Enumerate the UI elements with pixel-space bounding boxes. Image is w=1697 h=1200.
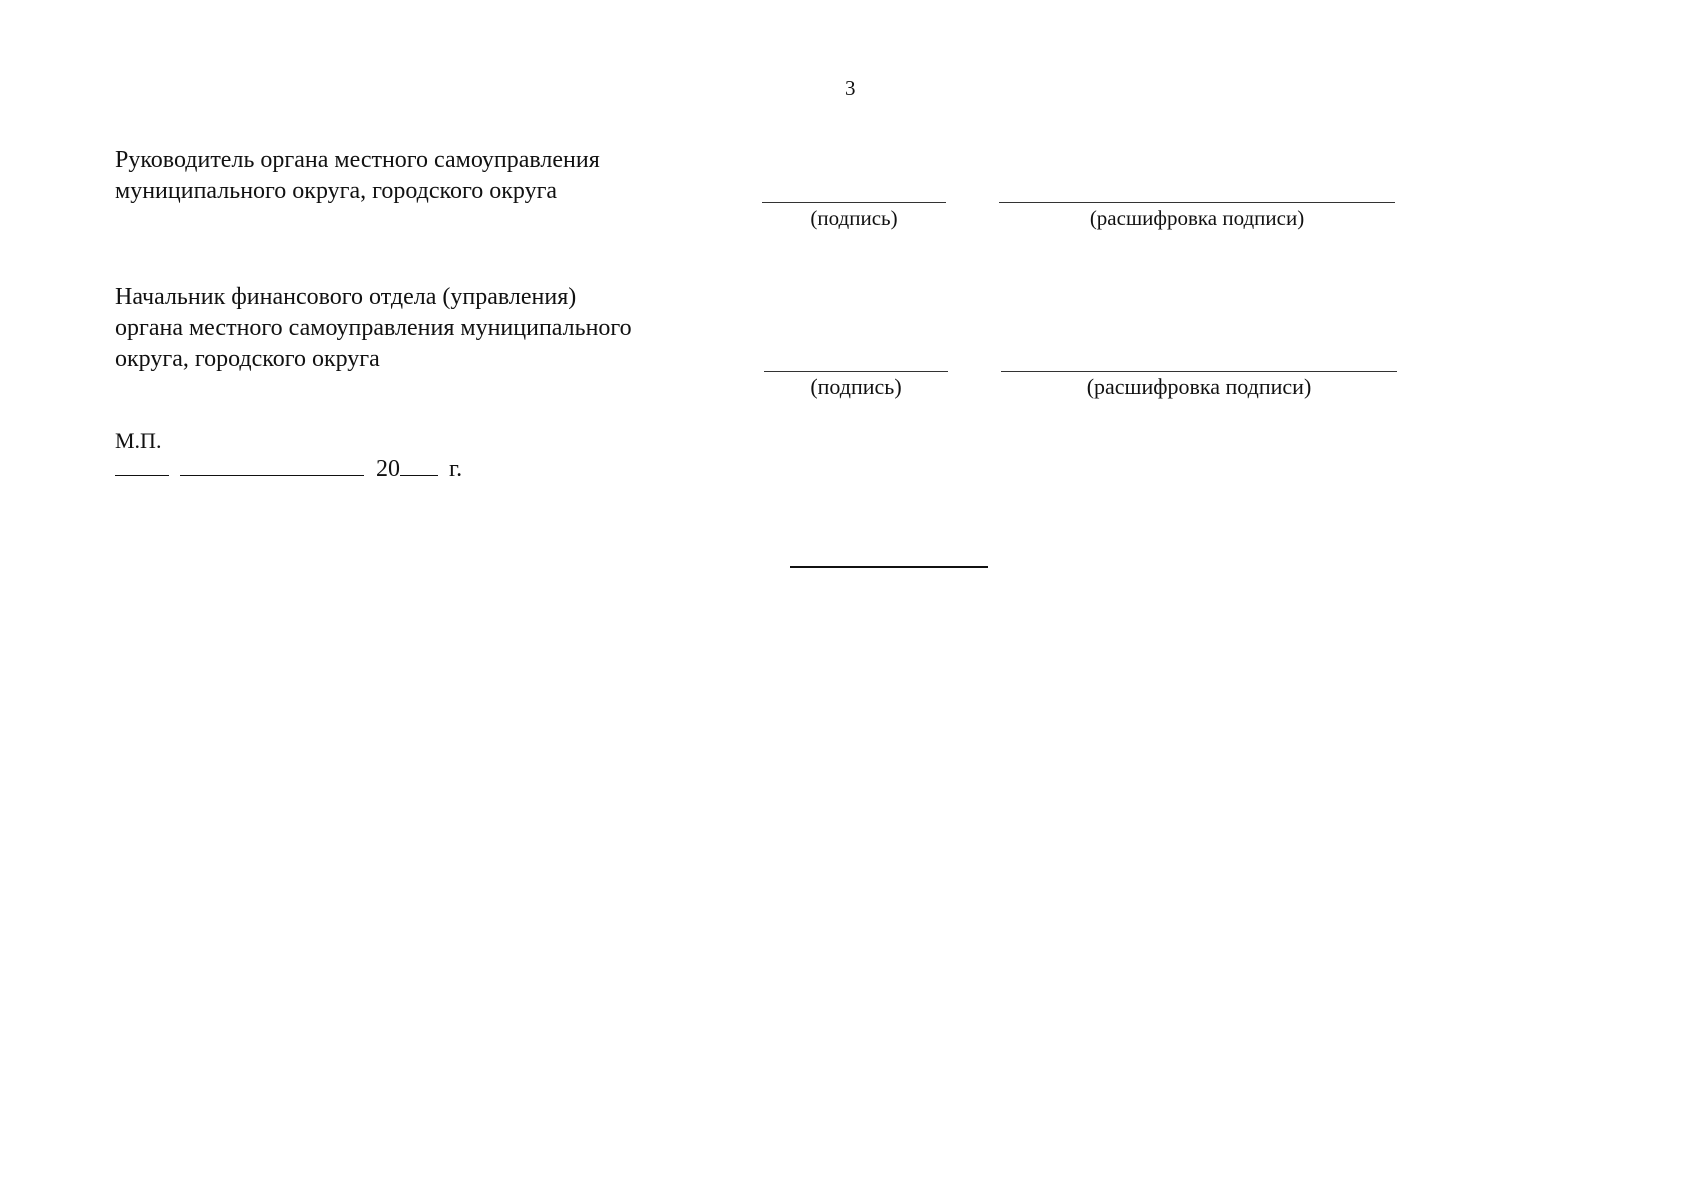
- page-number: 3: [845, 76, 856, 100]
- head-of-finance-department-title: [115, 282, 632, 375]
- signature-decoding-caption: (расшифровка подписи): [1086, 374, 1312, 399]
- month-blank: [180, 455, 364, 476]
- stamp-place-label: М.П.: [115, 428, 162, 453]
- day-blank: [115, 455, 169, 476]
- title-line: Начальник финансового отдела (управления): [115, 284, 577, 310]
- title-line: муниципального округа, городского округа: [115, 178, 558, 204]
- year-blank: [400, 455, 438, 476]
- signature-line: [764, 371, 948, 372]
- signature-decoding-line: [1001, 371, 1397, 372]
- year-prefix: 20: [376, 456, 400, 482]
- signature-caption: (подпись): [810, 374, 902, 399]
- title-line: округа, городского округа: [115, 346, 380, 372]
- signature-caption: (подпись): [810, 206, 898, 230]
- head-of-local-government-title: [115, 145, 600, 207]
- date-line: [115, 455, 462, 483]
- signature-line: [762, 202, 946, 203]
- year-suffix: г.: [449, 456, 463, 482]
- signature-decoding-caption: (расшифровка подписи): [1089, 206, 1305, 230]
- closing-rule: [790, 566, 988, 568]
- title-line: Руководитель органа местного самоуправления: [115, 147, 600, 173]
- title-line: органа местного самоуправления муниципального: [115, 315, 632, 341]
- signature-decoding-line: [999, 202, 1395, 203]
